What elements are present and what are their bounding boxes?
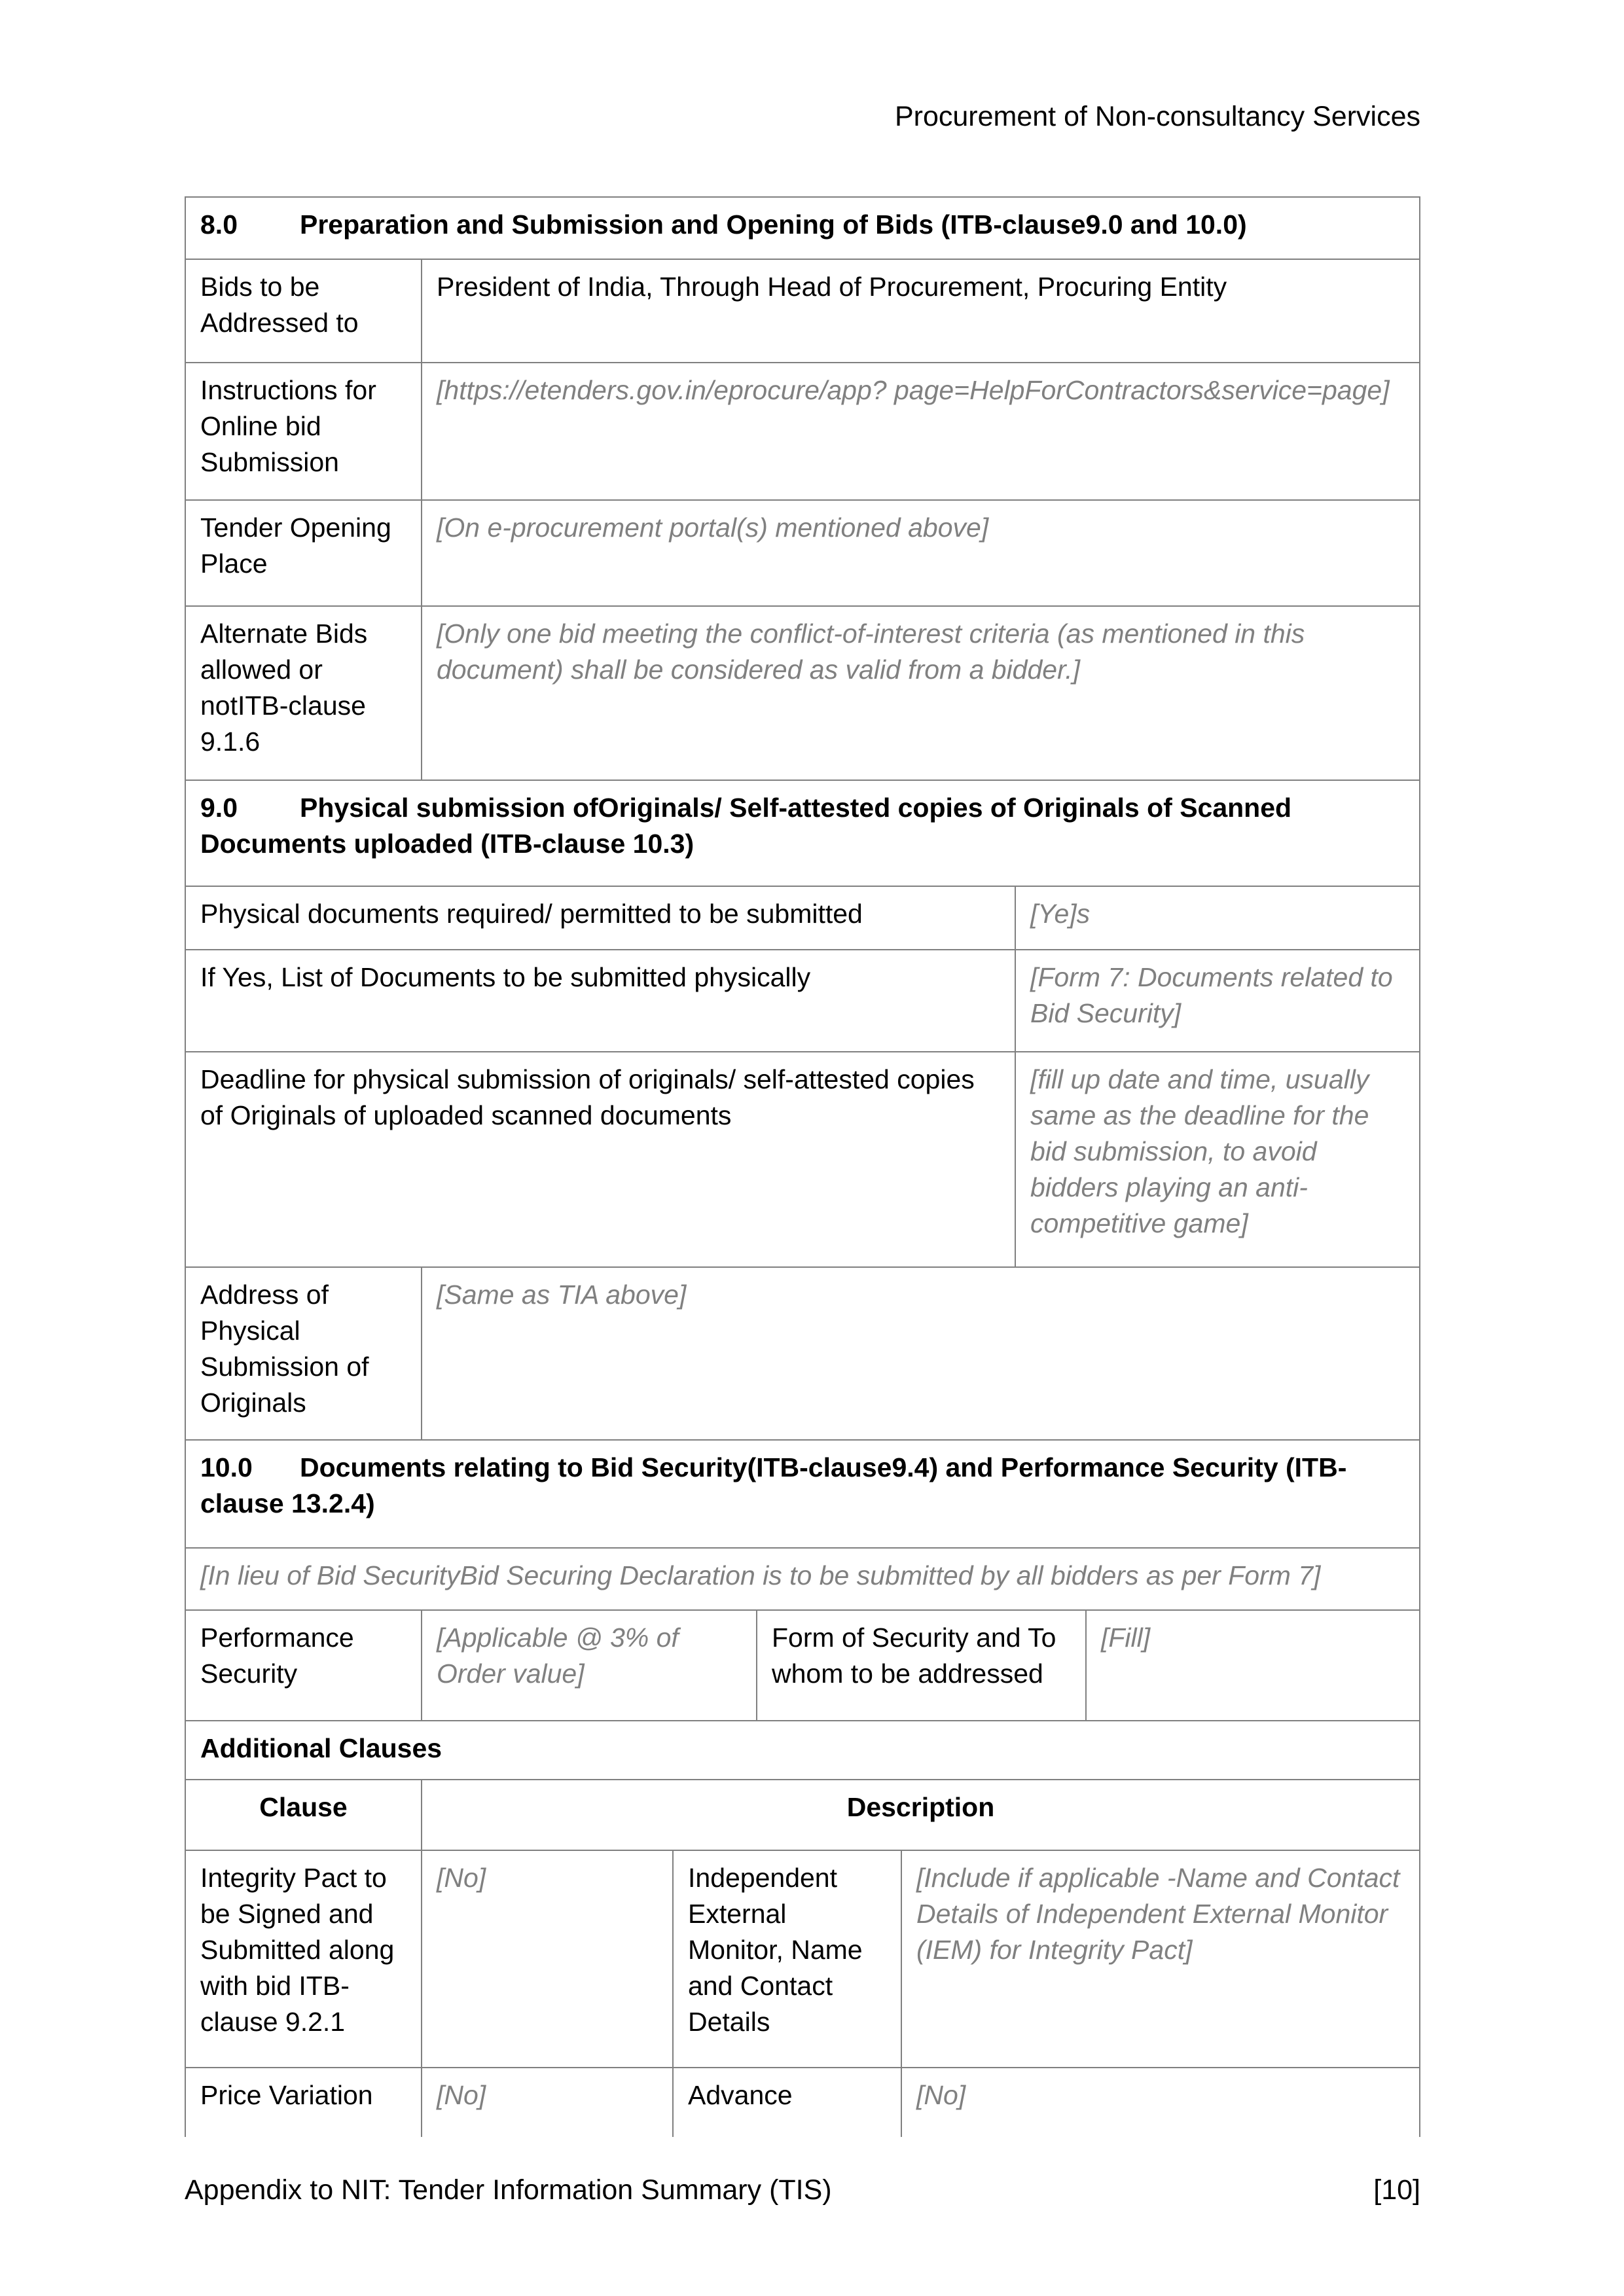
section-10-title: Documents relating to Bid Security(ITB-clause9.4) and Performance Security (ITB-clause 13.2.4) bbox=[200, 1452, 1347, 1518]
bids-addressed-label: Bids to be Addressed to bbox=[186, 260, 422, 362]
physical-docs-label: Physical documents required/ permitted to be submitted bbox=[186, 887, 1016, 949]
form-of-security-label: Form of Security and To whom to be addressed bbox=[757, 1611, 1087, 1720]
section-9-title: Physical submission ofOriginals/ Self-attested copies of Originals of Scanned Documents uploaded (ITB-clause 10.3) bbox=[200, 793, 1292, 859]
tender-opening-value: [On e-procurement portal(s) mentioned above] bbox=[437, 512, 989, 543]
page-number: [10] bbox=[1373, 2174, 1420, 2206]
address-physical-row bbox=[186, 1268, 1419, 1441]
tender-opening-row bbox=[186, 501, 1419, 607]
price-variation-label: Price Variation bbox=[186, 2068, 422, 2137]
clause-description-header-row bbox=[186, 1780, 1419, 1851]
integrity-pact-value: [No] bbox=[422, 1851, 674, 2067]
bids-addressed-row bbox=[186, 260, 1419, 363]
advance-value: [No] bbox=[916, 2080, 966, 2110]
bids-addressed-value: President of India, Through Head of Procurement, Procuring Entity bbox=[437, 272, 1227, 302]
section-9-header-row bbox=[186, 781, 1419, 887]
section-9-heading-cell bbox=[186, 781, 1419, 886]
iem-value: [Include if applicable -Name and Contact Details of Independent External Monitor (IEM) for Integrity Pact] bbox=[916, 1863, 1400, 1965]
alternate-bids-value: [Only one bid meeting the conflict-of-interest criteria (as mentioned in this document) shall be considered as valid from a bidder.] bbox=[437, 619, 1305, 685]
in-lieu-note-row bbox=[186, 1549, 1419, 1611]
section-8-title: Preparation and Submission and Opening of Bids (ITB-clause9.0 and 10.0) bbox=[300, 209, 1247, 240]
instructions-row bbox=[186, 363, 1419, 501]
if-yes-list-label: If Yes, List of Documents to be submitted physically bbox=[186, 950, 1016, 1051]
in-lieu-note: [In lieu of Bid SecurityBid Securing Declaration is to be submitted by all bidders as per Form 7] bbox=[200, 1560, 1321, 1590]
address-physical-value: [Same as TIA above] bbox=[437, 1280, 687, 1310]
integrity-pact-row bbox=[186, 1851, 1419, 2068]
if-yes-list-value: [Form 7: Documents related to Bid Security] bbox=[1030, 962, 1393, 1028]
page-header bbox=[185, 98, 1420, 136]
additional-clauses-row bbox=[186, 1721, 1419, 1780]
price-variation-row bbox=[186, 2068, 1419, 2137]
description-column-header: Description bbox=[846, 1792, 995, 1822]
advance-label: Advance bbox=[674, 2068, 902, 2137]
section-10-heading-cell bbox=[186, 1441, 1419, 1547]
header-title: Procurement of Non-consultancy Services bbox=[894, 101, 1420, 132]
section-8-heading-cell bbox=[186, 198, 1419, 259]
additional-clauses-heading: Additional Clauses bbox=[200, 1733, 442, 1763]
section-10-header-row bbox=[186, 1441, 1419, 1549]
iem-label: Independent External Monitor, Name and Contact Details bbox=[674, 1851, 902, 2067]
deadline-value: [fill up date and time, usually same as the deadline for the bid submission, to avoid bidders playing an anti-competitive game] bbox=[1030, 1064, 1369, 1238]
section-8-header-row bbox=[186, 198, 1419, 260]
clause-column-header: Clause bbox=[186, 1780, 422, 1850]
alternate-bids-row bbox=[186, 607, 1419, 781]
physical-docs-row bbox=[186, 887, 1419, 950]
section-8-number: 8.0 bbox=[200, 209, 238, 240]
instructions-value: [https://etenders.gov.in/eprocure/app? page=HelpForContractors&service=page] bbox=[437, 375, 1390, 405]
section-10-number: 10.0 bbox=[200, 1452, 253, 1482]
performance-security-row bbox=[186, 1611, 1419, 1721]
performance-security-value: [Applicable @ 3% of Order value] bbox=[422, 1611, 757, 1720]
footer-title: Appendix to NIT: Tender Information Summary (TIS) bbox=[185, 2174, 832, 2206]
alternate-bids-label: Alternate Bids allowed or notITB-clause 9.1.6 bbox=[186, 607, 422, 780]
address-physical-label: Address of Physical Submission of Originals bbox=[186, 1268, 422, 1439]
tender-opening-label: Tender Opening Place bbox=[186, 501, 422, 605]
tender-information-table bbox=[185, 196, 1420, 2137]
price-variation-value: [No] bbox=[422, 2068, 674, 2137]
physical-docs-value: [Ye]s bbox=[1030, 899, 1091, 929]
if-yes-list-row bbox=[186, 950, 1419, 1052]
form-of-security-value: [Fill] bbox=[1101, 1623, 1151, 1653]
instructions-label: Instructions for Online bid Submission bbox=[186, 363, 422, 499]
deadline-label: Deadline for physical submission of originals/ self-attested copies of Originals of uploaded scanned documents bbox=[186, 1052, 1016, 1266]
page-footer bbox=[185, 2172, 1420, 2210]
performance-security-label: Performance Security bbox=[186, 1611, 422, 1720]
section-9-number: 9.0 bbox=[200, 793, 238, 823]
integrity-pact-label: Integrity Pact to be Signed and Submitted along with bid ITB-clause 9.2.1 bbox=[186, 1851, 422, 2067]
deadline-row bbox=[186, 1052, 1419, 1268]
